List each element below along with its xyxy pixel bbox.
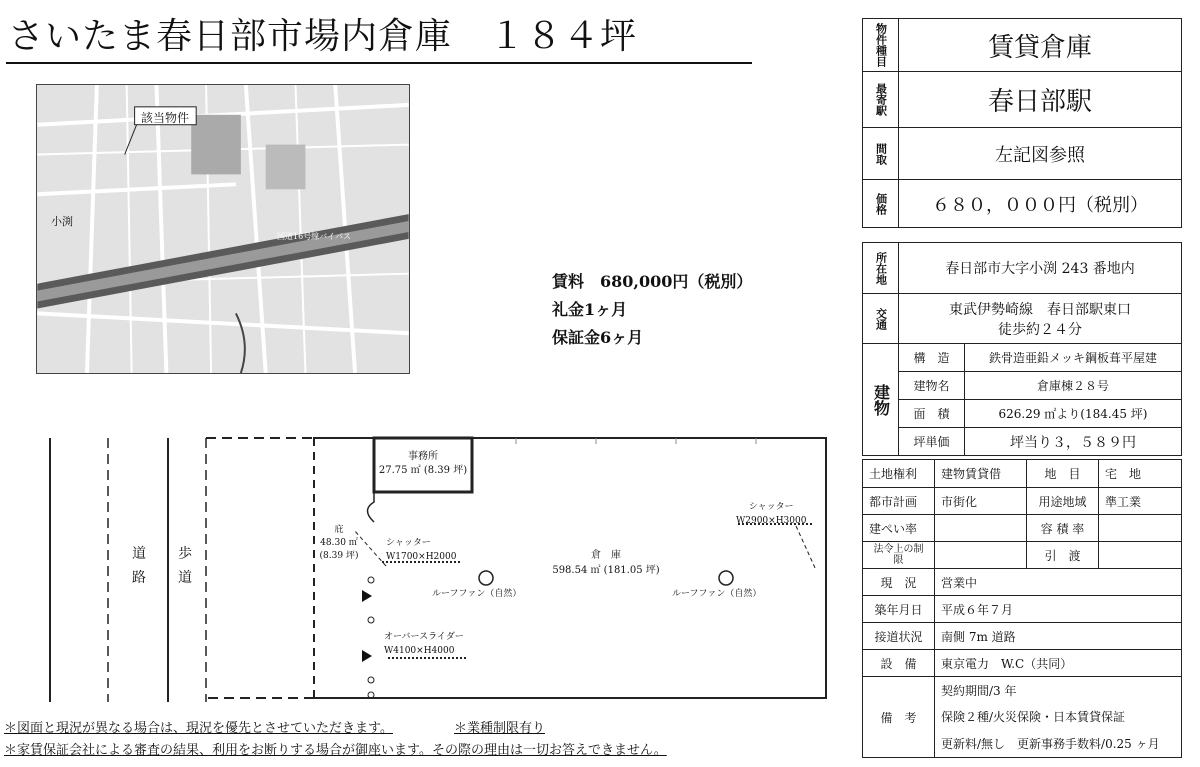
- station-label: 最寄駅: [863, 72, 899, 127]
- shutter2-label: [736, 500, 806, 528]
- shutter2-size: W2900×H3000: [736, 516, 807, 526]
- layout-value: 左記図参照: [995, 144, 1085, 166]
- access-value: [899, 294, 1181, 343]
- warehouse-area: 598.54 ㎡ (181.05 坪): [552, 565, 660, 576]
- shutter1-label: [386, 536, 456, 564]
- eaves-label: [314, 524, 364, 563]
- area-label: 面 積: [899, 399, 965, 427]
- layout-row: [862, 128, 1182, 180]
- slider-name: オーバースライダー: [384, 632, 464, 642]
- unit-price-value: 坪当り３，５８９円: [965, 427, 1181, 455]
- deposit-line: 保証金6ヶ月: [552, 328, 644, 347]
- shutter1-size: W1700×H2000: [386, 552, 457, 562]
- rent-summary: [552, 268, 752, 352]
- equipment-value: 東京電力 W.C（共同）: [935, 649, 1181, 676]
- type-label: 物件種目: [863, 19, 899, 71]
- office-area: 27.75 ㎡ (8.39 坪): [378, 465, 468, 476]
- equipment-label: 設 備: [863, 649, 935, 676]
- map-area-label: 小渕: [51, 215, 73, 228]
- road-access-value: 南側 7m 道路: [935, 622, 1181, 649]
- remarks-line-1: 契約期間/3 年: [935, 676, 1181, 703]
- property-type: 賃貸倉庫: [987, 32, 1092, 63]
- note-1: ＊図面と現況が異なる場合は、現況を優先とさせていただきます。: [4, 721, 393, 736]
- building-grid: [899, 343, 1181, 455]
- city-plan-value: 市街化: [935, 487, 1027, 514]
- access-label: 交通: [863, 294, 899, 343]
- office-name: 事務所: [408, 451, 438, 462]
- built-label: 築年月日: [863, 595, 935, 622]
- map-drawing: [37, 85, 409, 373]
- access-line-2: 徒歩約２４分: [998, 321, 1082, 338]
- area-value: 626.29 ㎡より(184.45 坪): [965, 399, 1181, 427]
- nearest-station: 春日部駅: [987, 87, 1092, 117]
- eaves-name: 庇: [334, 525, 344, 535]
- access-row: [862, 294, 1182, 344]
- unit-price-label: 坪単価: [899, 427, 965, 455]
- layout-label: 間取: [863, 128, 899, 179]
- chimoku-label: 地 目: [1027, 460, 1099, 487]
- structure-value: 鉄骨造亜鉛メッキ鋼板葺平屋建: [965, 343, 1181, 371]
- building-label: 建物: [863, 344, 899, 455]
- law-label: 法令上の制限: [863, 541, 935, 568]
- zone-label: 用途地域: [1027, 487, 1099, 514]
- warehouse-label: [546, 548, 666, 578]
- location-map: [36, 84, 410, 374]
- shutter2-name: シャッター: [748, 502, 794, 512]
- remarks-line-3: 更新料/無し 更新事務手数料/0.25 ヶ月: [941, 737, 1160, 751]
- eaves-tsubo: (8.39 坪): [319, 551, 359, 561]
- roof-fan-2-label: ルーフファン（自然）: [672, 589, 762, 599]
- price-value: ６８０，０００円（税別）: [932, 194, 1148, 216]
- slider-size: W4100×H4000: [384, 646, 455, 656]
- far-value: [1099, 514, 1181, 541]
- note-3: ＊家賃保証会社による審査の結果、利用をお断りする場合が御座います。その際の理由は一切お答えできません。: [4, 743, 667, 758]
- roof-fan-1-label: ルーフファン（自然）: [432, 589, 522, 599]
- status-label: 現 況: [863, 568, 935, 595]
- law-value: [935, 541, 1027, 568]
- rent-line: 賃料 680,000円（税別）: [552, 272, 753, 291]
- slider-label: [384, 630, 464, 658]
- price-label: 価格: [863, 180, 899, 227]
- summary-block: [862, 18, 1182, 228]
- eaves-area: 48.30 ㎡: [320, 538, 358, 548]
- building-name-value: 倉庫棟２８号: [965, 371, 1181, 399]
- detail-block: [862, 242, 1182, 456]
- zone-value: 準工業: [1099, 487, 1181, 514]
- address-label: 所在地: [863, 243, 899, 293]
- land-grid: [862, 459, 1182, 758]
- office-label: [376, 450, 470, 478]
- road-access-label: 接道状況: [863, 622, 935, 649]
- floor-plan: [36, 430, 836, 710]
- structure-label: 構 造: [899, 343, 965, 371]
- building-name-label: 建物名: [899, 371, 965, 399]
- station-row: [862, 72, 1182, 128]
- bcr-value: [935, 514, 1027, 541]
- price-row: [862, 180, 1182, 228]
- road-label: 道路: [132, 546, 146, 586]
- map-property-label: 該当物件: [141, 111, 190, 125]
- shutter1-name: シャッター: [386, 538, 431, 548]
- warehouse-name: 倉 庫: [591, 550, 621, 561]
- address-value: 春日部市大字小渕 243 番地内: [945, 261, 1135, 277]
- notes: [4, 718, 667, 762]
- title-underline: [6, 62, 752, 64]
- land-label: 土地権利: [863, 460, 935, 487]
- property-info-table: [862, 18, 1182, 758]
- status-value: 営業中: [935, 568, 1181, 595]
- handover-label: 引 渡: [1027, 541, 1099, 568]
- access-line-1: 東武伊勢崎線 春日部駅東口: [949, 301, 1131, 318]
- remarks-line-2: 保険２種/火災保険・日本賃貸保証: [941, 710, 1126, 724]
- address-row: [862, 242, 1182, 294]
- land-value: 建物賃貸借: [935, 460, 1027, 487]
- handover-value: [1099, 541, 1181, 568]
- building-row: [862, 344, 1182, 456]
- remarks-label: 備 考: [863, 676, 935, 757]
- map-road-label: 国道16号線バイパス: [277, 232, 352, 241]
- page-title: さいたま春日部市場内倉庫 １８４坪: [8, 16, 638, 57]
- note-2: ＊業種制限有り: [454, 721, 546, 736]
- chimoku-value: 宅 地: [1105, 467, 1142, 481]
- sidewalk-label: 歩道: [178, 546, 192, 586]
- bcr-label: 建ぺい率: [863, 514, 935, 541]
- city-plan-label: 都市計画: [863, 487, 935, 514]
- type-row: [862, 18, 1182, 72]
- far-label: 容 積 率: [1027, 514, 1099, 541]
- key-money-line: 礼金1ヶ月: [552, 300, 628, 319]
- built-value: 平成６年７月: [935, 595, 1181, 622]
